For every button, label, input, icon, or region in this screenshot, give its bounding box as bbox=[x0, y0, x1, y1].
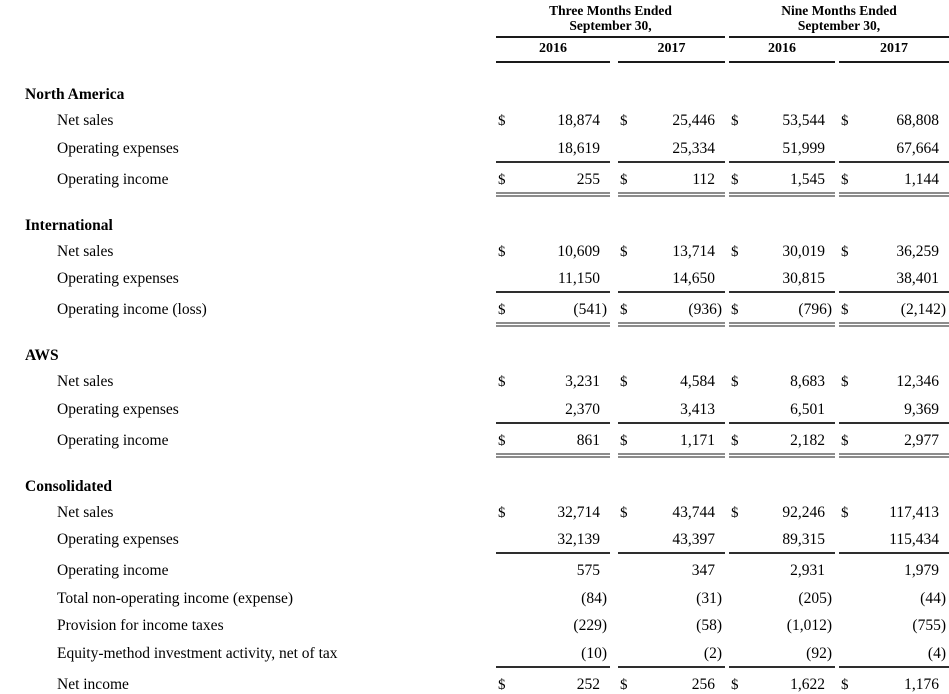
value-cell bbox=[618, 562, 725, 583]
value: 1,171 bbox=[680, 431, 715, 449]
value-cell bbox=[839, 140, 949, 163]
dollar-sign: $ bbox=[498, 302, 506, 318]
value: (31) bbox=[696, 589, 722, 607]
value: 1,622 bbox=[790, 675, 825, 693]
value: 30,815 bbox=[782, 270, 825, 287]
dollar-sign: $ bbox=[731, 243, 739, 260]
table-row bbox=[0, 617, 949, 638]
table-row bbox=[0, 301, 949, 324]
table-row bbox=[0, 531, 949, 554]
dollar-sign: $ bbox=[731, 302, 739, 318]
dollar-sign: $ bbox=[620, 171, 628, 188]
value-cell bbox=[496, 171, 610, 194]
table-row bbox=[0, 171, 949, 194]
year-header: 2016 bbox=[729, 41, 835, 63]
value-cell bbox=[839, 676, 949, 694]
value: 92,246 bbox=[782, 503, 825, 521]
table-row bbox=[0, 432, 949, 455]
value-cell bbox=[729, 140, 835, 163]
value: 32,139 bbox=[557, 531, 600, 548]
value: 9,369 bbox=[904, 400, 939, 418]
value: 10,609 bbox=[557, 242, 600, 260]
row-label: Operating income bbox=[57, 562, 169, 579]
value: (92) bbox=[806, 644, 832, 662]
value: (58) bbox=[696, 617, 722, 634]
value: 256 bbox=[691, 675, 715, 693]
value: (84) bbox=[581, 589, 607, 607]
dollar-sign: $ bbox=[841, 432, 849, 449]
value-cell bbox=[496, 645, 610, 668]
row-label: Total non-operating income (expense) bbox=[57, 589, 294, 607]
year-header: 2016 bbox=[496, 41, 610, 63]
group-title-line1: Nine Months Ended bbox=[781, 3, 897, 18]
value-cell bbox=[839, 112, 949, 133]
value-cell bbox=[496, 401, 610, 424]
value: (541) bbox=[573, 301, 607, 318]
value: 13,714 bbox=[672, 242, 715, 260]
value: 18,619 bbox=[557, 139, 600, 157]
row-label: Operating expenses bbox=[57, 400, 179, 418]
row-label: Operating income bbox=[57, 431, 169, 449]
dollar-sign: $ bbox=[498, 374, 506, 390]
value: 1,144 bbox=[904, 170, 939, 188]
value-cell bbox=[618, 243, 725, 264]
dollar-sign: $ bbox=[841, 171, 849, 188]
table-row bbox=[0, 270, 949, 293]
value-cell bbox=[618, 590, 725, 611]
label-column-spacer bbox=[0, 41, 496, 63]
value-cell bbox=[839, 617, 949, 638]
value-cell bbox=[496, 617, 610, 638]
value-cell bbox=[839, 243, 949, 264]
value-cell bbox=[496, 562, 610, 583]
table-row bbox=[0, 676, 949, 694]
dollar-sign: $ bbox=[498, 243, 506, 260]
value-cell bbox=[839, 171, 949, 194]
value-cell bbox=[729, 531, 835, 554]
table-header-groups bbox=[0, 3, 949, 38]
row-label: Operating expenses bbox=[57, 270, 179, 287]
dollar-sign: $ bbox=[841, 113, 849, 129]
value-cell bbox=[496, 432, 610, 455]
dollar-sign: $ bbox=[731, 676, 739, 693]
dollar-sign: $ bbox=[620, 374, 628, 390]
value-cell bbox=[496, 301, 610, 324]
value: 51,999 bbox=[782, 139, 825, 157]
dollar-sign: $ bbox=[841, 302, 849, 318]
value: 2,370 bbox=[565, 400, 600, 418]
year-header: 2017 bbox=[839, 41, 949, 63]
value: 3,231 bbox=[565, 373, 600, 390]
value-cell bbox=[729, 270, 835, 293]
value: 1,979 bbox=[904, 562, 939, 579]
value-cell bbox=[618, 140, 725, 163]
row-label: Net sales bbox=[57, 112, 114, 129]
value-cell bbox=[496, 590, 610, 611]
dollar-sign: $ bbox=[731, 374, 739, 390]
value: 43,397 bbox=[672, 531, 715, 548]
value-cell bbox=[618, 401, 725, 424]
value: (205) bbox=[798, 589, 832, 607]
value-cell bbox=[618, 112, 725, 133]
value-cell bbox=[618, 301, 725, 324]
value: 25,334 bbox=[672, 139, 715, 157]
value: (2,142) bbox=[900, 301, 946, 318]
table-row bbox=[0, 112, 949, 133]
value-cell bbox=[839, 590, 949, 611]
value: 32,714 bbox=[557, 503, 600, 521]
value-cell bbox=[618, 645, 725, 668]
table-row bbox=[0, 645, 949, 668]
value-cell bbox=[839, 301, 949, 324]
value: 89,315 bbox=[782, 531, 825, 548]
value-cell bbox=[729, 171, 835, 194]
value-cell bbox=[618, 531, 725, 554]
column-group-nine-months bbox=[729, 3, 949, 38]
dollar-sign: $ bbox=[620, 504, 628, 521]
value-cell bbox=[839, 373, 949, 394]
value: 347 bbox=[691, 562, 715, 579]
dollar-sign: $ bbox=[498, 504, 506, 521]
section-heading: AWS bbox=[25, 347, 59, 364]
section-heading: International bbox=[25, 216, 113, 234]
dollar-sign: $ bbox=[498, 432, 506, 449]
value-cell bbox=[729, 243, 835, 264]
value: 18,874 bbox=[557, 112, 600, 129]
row-label: Operating income bbox=[57, 170, 169, 188]
value-cell bbox=[729, 432, 835, 455]
value: 12,346 bbox=[896, 373, 939, 390]
value: 255 bbox=[576, 170, 600, 188]
value: 67,664 bbox=[896, 139, 939, 157]
value-cell bbox=[839, 432, 949, 455]
value: (1,012) bbox=[786, 617, 832, 634]
dollar-sign: $ bbox=[841, 504, 849, 521]
value: 30,019 bbox=[782, 242, 825, 260]
value: 2,931 bbox=[790, 562, 825, 579]
value: (229) bbox=[573, 617, 607, 634]
value: 2,977 bbox=[904, 431, 939, 449]
row-label: Equity-method investment activity, net of tax bbox=[57, 644, 338, 662]
value: 252 bbox=[576, 675, 600, 693]
value: 112 bbox=[692, 170, 715, 188]
column-group-three-months bbox=[496, 3, 725, 38]
value: 14,650 bbox=[672, 270, 715, 287]
section-consolidated bbox=[0, 478, 949, 694]
dollar-sign: $ bbox=[841, 676, 849, 693]
value: 1,176 bbox=[904, 675, 939, 693]
group-title-line2: September 30, bbox=[569, 18, 652, 33]
value-cell bbox=[839, 270, 949, 293]
group-title-line1: Three Months Ended bbox=[549, 3, 672, 18]
dollar-sign: $ bbox=[841, 243, 849, 260]
dollar-sign: $ bbox=[498, 676, 506, 693]
value: 575 bbox=[576, 562, 600, 579]
row-label: Net income bbox=[57, 675, 129, 693]
value-cell bbox=[618, 617, 725, 638]
value: 38,401 bbox=[896, 270, 939, 287]
value: (796) bbox=[798, 301, 832, 318]
dollar-sign: $ bbox=[498, 171, 506, 188]
value: 8,683 bbox=[790, 373, 825, 390]
value-cell bbox=[618, 676, 725, 694]
value: (44) bbox=[920, 589, 946, 607]
value-cell bbox=[496, 531, 610, 554]
dollar-sign: $ bbox=[731, 171, 739, 188]
value: 115,434 bbox=[889, 531, 939, 548]
value-cell bbox=[729, 562, 835, 583]
value: (2) bbox=[703, 644, 722, 662]
row-label: Net sales bbox=[57, 242, 114, 260]
table-row bbox=[0, 562, 949, 583]
value: 68,808 bbox=[896, 112, 939, 129]
value-cell bbox=[729, 504, 835, 525]
row-label: Operating expenses bbox=[57, 531, 179, 548]
value-cell bbox=[496, 676, 610, 694]
value-cell bbox=[839, 401, 949, 424]
value-cell bbox=[618, 432, 725, 455]
table-header-years bbox=[0, 41, 949, 63]
value-cell bbox=[496, 270, 610, 293]
table-row bbox=[0, 243, 949, 264]
row-label: Net sales bbox=[57, 373, 114, 390]
section-north-america bbox=[0, 86, 949, 194]
value: 6,501 bbox=[790, 400, 825, 418]
value-cell bbox=[496, 373, 610, 394]
dollar-sign: $ bbox=[620, 302, 628, 318]
dollar-sign: $ bbox=[620, 243, 628, 260]
value-cell bbox=[729, 645, 835, 668]
value-cell bbox=[729, 112, 835, 133]
value: 25,446 bbox=[672, 112, 715, 129]
dollar-sign: $ bbox=[620, 676, 628, 693]
value: 11,150 bbox=[557, 270, 600, 287]
value-cell bbox=[839, 562, 949, 583]
value-cell bbox=[839, 504, 949, 525]
value: 4,584 bbox=[680, 373, 715, 390]
value: 1,545 bbox=[790, 170, 825, 188]
table-row bbox=[0, 401, 949, 424]
dollar-sign: $ bbox=[841, 374, 849, 390]
group-title-line2: September 30, bbox=[797, 18, 881, 33]
value: 36,259 bbox=[896, 242, 939, 260]
value-cell bbox=[496, 112, 610, 133]
table-row bbox=[0, 504, 949, 525]
value-cell bbox=[496, 504, 610, 525]
year-header: 2017 bbox=[618, 41, 725, 63]
row-label: Operating expenses bbox=[57, 139, 179, 157]
dollar-sign: $ bbox=[731, 432, 739, 449]
value: 3,413 bbox=[680, 400, 715, 418]
value: (10) bbox=[581, 644, 607, 662]
value-cell bbox=[618, 504, 725, 525]
value-cell bbox=[618, 373, 725, 394]
table-row bbox=[0, 590, 949, 611]
row-label: Net sales bbox=[57, 503, 114, 521]
value-cell bbox=[496, 243, 610, 264]
dollar-sign: $ bbox=[731, 504, 739, 521]
table-row bbox=[0, 140, 949, 163]
value: (755) bbox=[912, 617, 946, 634]
value-cell bbox=[839, 531, 949, 554]
section-heading: North America bbox=[25, 86, 125, 103]
value-cell bbox=[729, 301, 835, 324]
value: 117,413 bbox=[889, 503, 939, 521]
dollar-sign: $ bbox=[620, 113, 628, 129]
dollar-sign: $ bbox=[498, 113, 506, 129]
section-aws bbox=[0, 347, 949, 455]
value: (936) bbox=[688, 301, 722, 318]
value-cell bbox=[729, 590, 835, 611]
value-cell bbox=[729, 373, 835, 394]
dollar-sign: $ bbox=[731, 113, 739, 129]
row-label: Operating income (loss) bbox=[57, 301, 207, 318]
dollar-sign: $ bbox=[620, 432, 628, 449]
section-heading: Consolidated bbox=[25, 477, 112, 495]
value: 861 bbox=[576, 431, 600, 449]
section-international bbox=[0, 217, 949, 325]
label-column-spacer bbox=[0, 3, 496, 38]
row-label: Provision for income taxes bbox=[57, 617, 224, 634]
table-body bbox=[0, 86, 949, 694]
value-cell bbox=[729, 676, 835, 694]
value: 53,544 bbox=[782, 112, 825, 129]
value-cell bbox=[729, 617, 835, 638]
value-cell bbox=[618, 171, 725, 194]
value-cell bbox=[618, 270, 725, 293]
value-cell bbox=[839, 645, 949, 668]
value: 2,182 bbox=[790, 431, 825, 449]
value: (4) bbox=[927, 644, 946, 662]
value-cell bbox=[496, 140, 610, 163]
value: 43,744 bbox=[672, 503, 715, 521]
table-row bbox=[0, 373, 949, 394]
value-cell bbox=[729, 401, 835, 424]
